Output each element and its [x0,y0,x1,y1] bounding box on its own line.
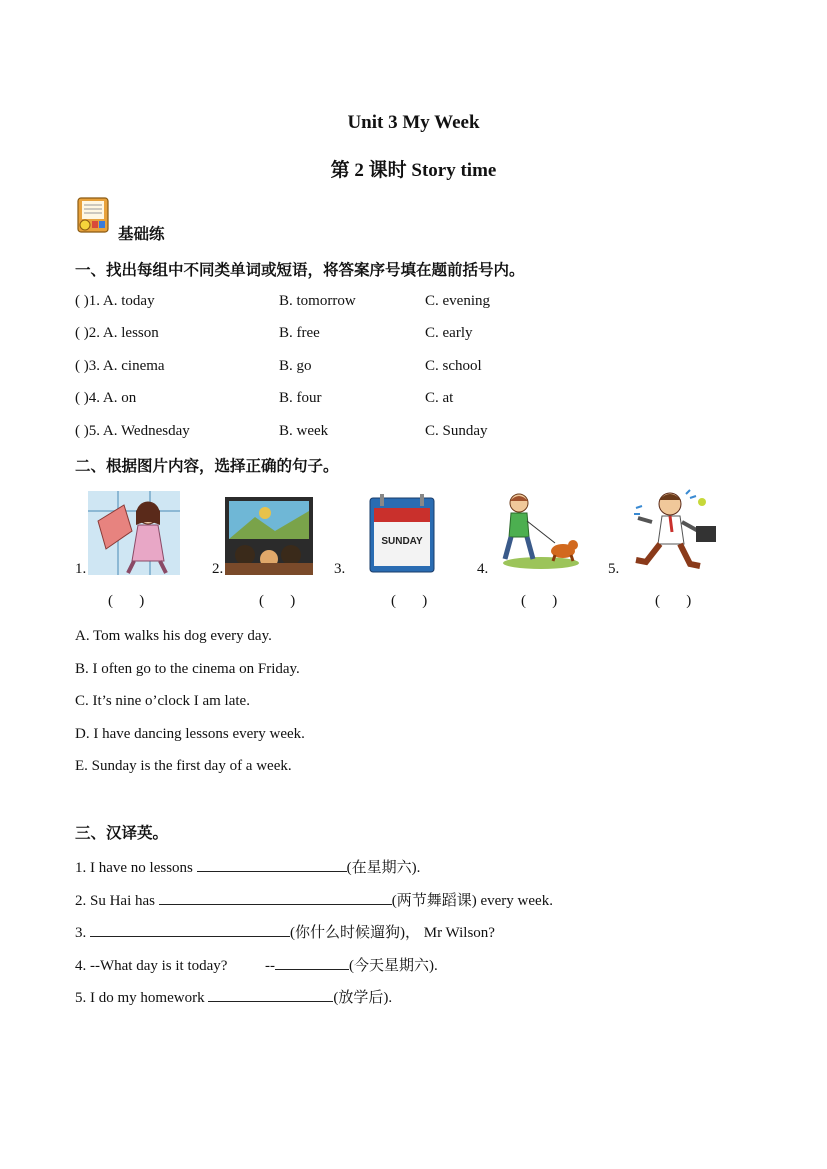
answer-bracket[interactable]: ( ) [391,593,428,609]
translation-item [75,954,438,975]
chinese-hint: (在星期六). [346,860,421,876]
answer-bracket[interactable]: ( ) [521,593,558,609]
answer-bracket[interactable]: ( ) [655,593,692,609]
answer-bracket[interactable]: ( ) [259,593,296,609]
dancing-girl-picture [88,491,180,580]
translation-item [75,986,392,1007]
answer-option-b: B. go [279,358,312,374]
sentence-option: E. Sunday is the first day of a week. [75,758,292,774]
answer-option-b: B. tomorrow [279,293,356,309]
answer-option-c: C. at [425,390,454,406]
dog-walking-picture [497,491,581,576]
chinese-hint: (放学后). [333,990,393,1006]
picture-number: 4. [477,561,489,577]
answer-option-a: ( )2. A. lesson [75,325,159,341]
answer-option-c: C. early [425,325,473,341]
translation-item [75,856,420,877]
chinese-hint: (今天星期六). [348,958,438,974]
answer-option-c: C. Sunday [425,423,488,439]
answer-blank[interactable] [159,889,392,905]
answer-option-a: ( )4. A. on [75,390,137,406]
section1-heading: 一、找出每组中不同类单词或短语，将答案序号填在题前括号内。 [75,262,525,279]
answer-option-a: ( )5. A. Wednesday [75,423,190,439]
answer-option-a: ( )1. A. today [75,293,155,309]
sentence-option: B. I often go to the cinema on Friday. [75,661,300,677]
page-title: Unit 3 My Week [347,112,480,133]
answer-option-b: B. free [279,325,320,341]
calendar-picture [368,494,436,574]
sentence-option: D. I have dancing lessons every week. [75,726,305,742]
sentence-option: A. Tom walks his dog every day. [75,628,272,644]
translation-prompt: 3. [75,925,90,941]
answer-blank[interactable] [197,856,347,872]
answer-bracket[interactable]: ( ) [108,593,145,609]
answer-option-c: C. school [425,358,482,374]
chinese-hint: (你什么时候遛狗)， Mr Wilson? [290,925,495,941]
answer-option-a: ( )3. A. cinema [75,358,165,374]
calendar-label: SUNDAY [381,536,423,547]
notebook-icon [75,196,111,234]
answer-blank[interactable] [275,954,349,970]
chinese-hint: (两节舞蹈课) every week. [391,893,553,909]
picture-number: 5. [608,561,620,577]
sentence-option: C. It’s nine o’clock I am late. [75,693,250,709]
translation-prompt: 5. I do my homework [75,990,209,1006]
section2-heading: 二、根据图片内容，选择正确的句子。 [75,458,339,475]
page-subtitle: 第 2 课时 Story time [330,160,497,181]
translation-item [75,889,553,910]
translation-item [75,921,495,942]
picture-number: 1. [75,561,87,577]
section3-heading: 三、汉译英。 [75,825,169,842]
answer-blank[interactable] [90,921,290,937]
running-man-picture [628,488,720,581]
picture-number: 3. [334,561,346,577]
basic-practice-label: 基础练 [118,226,165,243]
translation-prompt: 4. --What day is it today? -- [75,958,275,974]
answer-option-c: C. evening [425,293,490,309]
translation-prompt: 1. I have no lessons [75,860,197,876]
answer-blank[interactable] [208,986,333,1002]
answer-option-b: B. week [279,423,329,439]
picture-number: 2. [212,561,224,577]
answer-option-b: B. four [279,390,322,406]
cinema-picture [225,497,313,580]
translation-prompt: 2. Su Hai has [75,893,159,909]
